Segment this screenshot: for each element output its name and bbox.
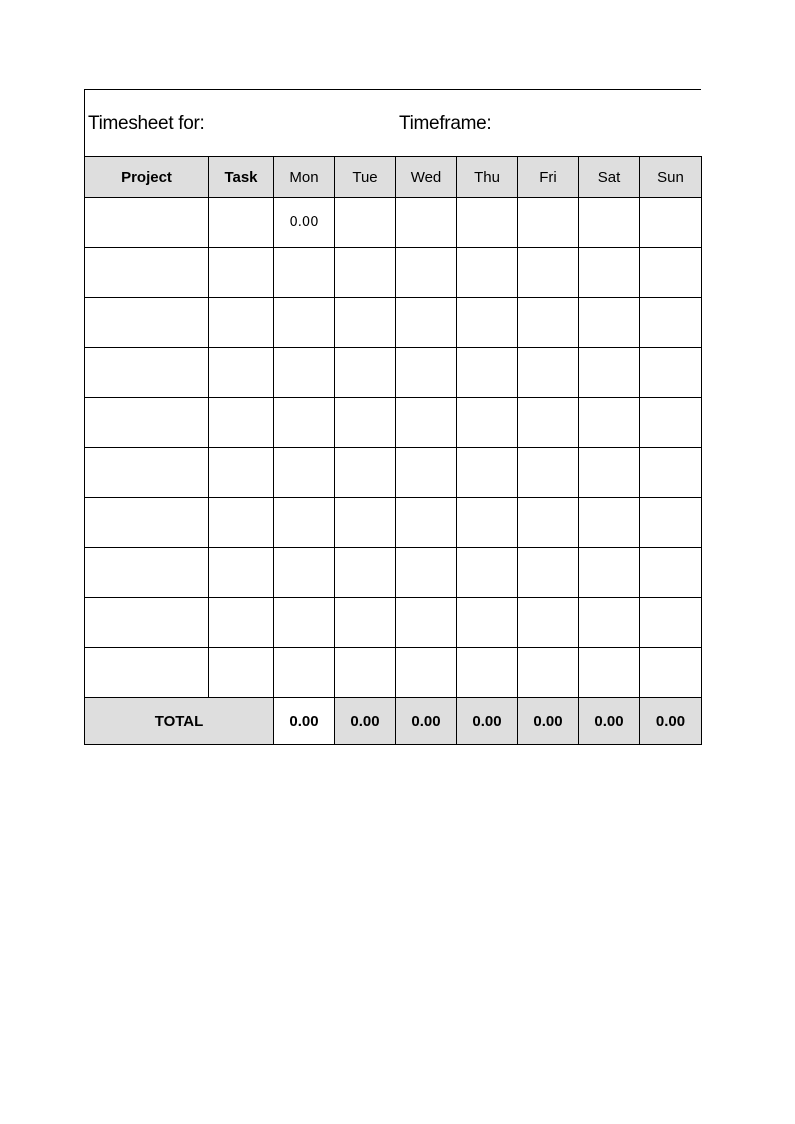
wed-hours-cell[interactable] <box>396 198 457 248</box>
project-cell[interactable] <box>85 248 209 298</box>
table-row <box>85 248 702 298</box>
thu-hours-cell[interactable] <box>457 648 518 698</box>
wed-hours-cell[interactable] <box>396 248 457 298</box>
task-cell[interactable] <box>209 648 274 698</box>
mon-hours-cell[interactable] <box>274 398 335 448</box>
thu-hours-cell[interactable] <box>457 348 518 398</box>
total-row <box>85 698 702 745</box>
wed-hours-cell[interactable] <box>396 598 457 648</box>
sun-hours-cell[interactable] <box>640 298 702 348</box>
sun-hours-cell[interactable] <box>640 648 702 698</box>
thu-hours-cell[interactable] <box>457 198 518 248</box>
wed-hours-cell[interactable] <box>396 348 457 398</box>
wed-hours-cell[interactable] <box>396 548 457 598</box>
sun-hours-cell[interactable] <box>640 248 702 298</box>
task-cell[interactable] <box>209 348 274 398</box>
project-cell[interactable] <box>85 598 209 648</box>
thu-total: 0.00 <box>457 698 518 745</box>
tue-hours-cell[interactable] <box>335 448 396 498</box>
fri-hours-cell[interactable] <box>518 448 579 498</box>
sun-hours-cell[interactable] <box>640 398 702 448</box>
column-header-sun: Sun <box>640 157 702 198</box>
timesheet-for-label: Timesheet for: <box>88 113 205 134</box>
fri-total: 0.00 <box>518 698 579 745</box>
sun-hours-cell[interactable] <box>640 348 702 398</box>
sat-hours-cell[interactable] <box>579 598 640 648</box>
thu-hours-cell[interactable] <box>457 248 518 298</box>
table-row <box>85 498 702 548</box>
mon-hours-cell[interactable] <box>274 448 335 498</box>
thu-hours-cell[interactable] <box>457 448 518 498</box>
mon-hours-cell[interactable] <box>274 298 335 348</box>
fri-hours-cell[interactable] <box>518 298 579 348</box>
fri-hours-cell[interactable] <box>518 348 579 398</box>
wed-hours-cell[interactable] <box>396 298 457 348</box>
task-cell[interactable] <box>209 248 274 298</box>
fri-hours-cell[interactable] <box>518 548 579 598</box>
project-cell[interactable] <box>85 298 209 348</box>
sat-hours-cell[interactable] <box>579 298 640 348</box>
table-row <box>85 398 702 448</box>
task-cell[interactable] <box>209 548 274 598</box>
mon-total: 0.00 <box>274 698 335 745</box>
mon-hours-cell[interactable] <box>274 598 335 648</box>
sun-hours-cell[interactable] <box>640 448 702 498</box>
timesheet <box>84 89 701 745</box>
tue-hours-cell[interactable] <box>335 398 396 448</box>
task-cell[interactable] <box>209 498 274 548</box>
table-row <box>85 448 702 498</box>
column-header-thu: Thu <box>457 157 518 198</box>
column-header-tue: Tue <box>335 157 396 198</box>
table-row <box>85 598 702 648</box>
total-label: TOTAL <box>85 698 274 745</box>
header-row <box>85 157 702 198</box>
task-cell[interactable] <box>209 398 274 448</box>
timeframe-label: Timeframe: <box>399 113 492 134</box>
task-cell[interactable] <box>209 198 274 248</box>
mon-hours-cell[interactable] <box>274 248 335 298</box>
task-cell[interactable] <box>209 448 274 498</box>
fri-hours-cell[interactable] <box>518 598 579 648</box>
thu-hours-cell[interactable] <box>457 498 518 548</box>
fri-hours-cell[interactable] <box>518 398 579 448</box>
task-cell[interactable] <box>209 598 274 648</box>
sun-total: 0.00 <box>640 698 702 745</box>
column-header-wed: Wed <box>396 157 457 198</box>
task-cell[interactable] <box>209 298 274 348</box>
fri-hours-cell[interactable] <box>518 248 579 298</box>
wed-hours-cell[interactable] <box>396 498 457 548</box>
thu-hours-cell[interactable] <box>457 398 518 448</box>
tue-hours-cell[interactable] <box>335 198 396 248</box>
tue-total: 0.00 <box>335 698 396 745</box>
project-cell[interactable] <box>85 198 209 248</box>
fri-hours-cell[interactable] <box>518 648 579 698</box>
project-cell[interactable] <box>85 648 209 698</box>
sat-hours-cell[interactable] <box>579 348 640 398</box>
fri-hours-cell[interactable] <box>518 498 579 548</box>
table-row <box>85 348 702 398</box>
tue-hours-cell[interactable] <box>335 598 396 648</box>
sat-hours-cell[interactable] <box>579 648 640 698</box>
mon-hours-cell[interactable] <box>274 648 335 698</box>
timesheet-table <box>84 156 702 745</box>
sat-hours-cell[interactable] <box>579 548 640 598</box>
sat-hours-cell[interactable] <box>579 498 640 548</box>
thu-hours-cell[interactable] <box>457 548 518 598</box>
wed-hours-cell[interactable] <box>396 448 457 498</box>
title-row <box>84 89 701 156</box>
wed-hours-cell[interactable] <box>396 398 457 448</box>
sun-hours-cell[interactable] <box>640 598 702 648</box>
table-row <box>85 548 702 598</box>
tue-hours-cell[interactable] <box>335 348 396 398</box>
table-row <box>85 298 702 348</box>
mon-hours-cell[interactable] <box>274 548 335 598</box>
mon-hours-cell[interactable] <box>274 498 335 548</box>
thu-hours-cell[interactable] <box>457 298 518 348</box>
sun-hours-cell[interactable] <box>640 548 702 598</box>
project-cell[interactable] <box>85 348 209 398</box>
mon-hours-cell[interactable]: 0.00 <box>274 198 335 248</box>
project-cell[interactable] <box>85 448 209 498</box>
column-header-project: Project <box>85 157 209 198</box>
column-header-fri: Fri <box>518 157 579 198</box>
table-row <box>85 198 702 248</box>
table-row <box>85 648 702 698</box>
tue-hours-cell[interactable] <box>335 498 396 548</box>
thu-hours-cell[interactable] <box>457 598 518 648</box>
project-cell[interactable] <box>85 398 209 448</box>
column-header-sat: Sat <box>579 157 640 198</box>
sat-hours-cell[interactable] <box>579 398 640 448</box>
tue-hours-cell[interactable] <box>335 548 396 598</box>
tue-hours-cell[interactable] <box>335 648 396 698</box>
fri-hours-cell[interactable] <box>518 198 579 248</box>
sat-total: 0.00 <box>579 698 640 745</box>
wed-total: 0.00 <box>396 698 457 745</box>
tue-hours-cell[interactable] <box>335 298 396 348</box>
project-cell[interactable] <box>85 498 209 548</box>
tue-hours-cell[interactable] <box>335 248 396 298</box>
column-header-mon: Mon <box>274 157 335 198</box>
column-header-task: Task <box>209 157 274 198</box>
mon-hours-cell[interactable] <box>274 348 335 398</box>
project-cell[interactable] <box>85 548 209 598</box>
sat-hours-cell[interactable] <box>579 198 640 248</box>
sat-hours-cell[interactable] <box>579 248 640 298</box>
sun-hours-cell[interactable] <box>640 198 702 248</box>
wed-hours-cell[interactable] <box>396 648 457 698</box>
sat-hours-cell[interactable] <box>579 448 640 498</box>
sun-hours-cell[interactable] <box>640 498 702 548</box>
